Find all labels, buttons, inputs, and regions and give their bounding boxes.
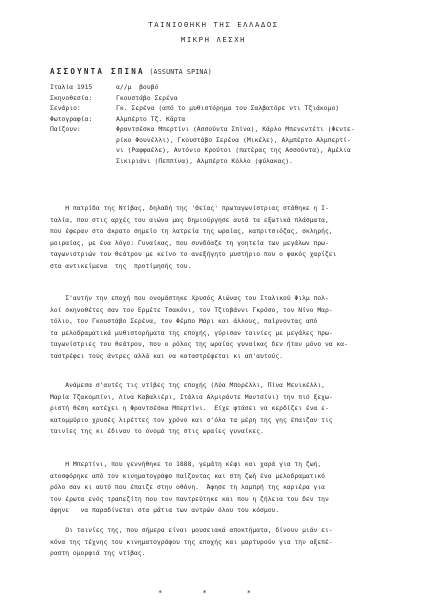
credit-label: Σκηνοθεσία:: [50, 93, 93, 102]
text-line: στα αντικείμενα της προτίμησής του.: [50, 262, 192, 270]
credit-label: Φωτογραφία:: [50, 114, 93, 123]
film-title: ΑΣΣΟΥΝΤΑ ΣΠΙΝΑ: [50, 67, 145, 76]
credit-row: [50, 156, 427, 167]
credit-row: [50, 114, 427, 125]
country-year: Ιταλία 1915: [50, 83, 93, 91]
credits-block: [50, 82, 427, 166]
archive-name: ΤΑΙΝΙΟΘΗΚΗ ΤΗΣ ΕΛΛΑΔΟΣ: [148, 20, 279, 29]
credit-row: [50, 103, 427, 114]
credit-value: ρίκο Φουνέλλι), Γκουστάβο Σερένα (Μικέλε), Αλμπέρτο Αλμπερτί-: [116, 135, 351, 144]
text-line: λοί σκηνοθέτες σαν τον Ερμέτε Τσακόνι, τον Τζιοβάννι Γκρόσο, τον Νίνο Μαρ-: [50, 306, 333, 314]
credit-value: Γκουστάβο Σερένα: [116, 93, 178, 102]
credit-value: Γκ. Σερένα (από το μυθιστόρημα του Σαλβατόρε ντι Τζιάκομο): [116, 104, 340, 112]
text-line: άφηνε να παραδίνεται στα μάτια των αντρών όλου του κόσμου.: [50, 507, 280, 515]
credit-label: [50, 135, 116, 146]
credit-label: Παίζουν:: [50, 125, 81, 133]
paragraph: [50, 293, 380, 363]
text-line: ριστή θέση κατέχει η Φραντσέσκα Μπερτίνι. Είχε φτάσει να κερδίζει ένα ε-: [50, 405, 329, 413]
club-name: ΜΙΚΡΗ ΛΕΣΧΗ: [180, 35, 247, 44]
credit-value: Αλμπέρτο Τζ. Κάρτα: [116, 114, 186, 123]
text-line: κόνα της τέχνης του κινηματογράφου της εποχής και μαρτυρούν για την αξεπέ-: [50, 538, 333, 546]
text-line: τόλιο, τον Γκουστάβο Σερένα, τον Φέμπο Μάρι και άλλους, παίρνοντας από: [50, 318, 318, 326]
text-line: ταλία, που στις αρχές του αιώνα μας δημιούργησε αυτά τα εξωτικά πλάσματα,: [50, 216, 329, 224]
text-line: ατοσφόρηκε από τον κινηματογράφο παίζοντας και στη ζωή ένα μελοδραματικό: [50, 472, 325, 480]
paragraph: [50, 525, 380, 560]
credit-rows: [50, 93, 427, 167]
text-line: ταγωνιστριών του θεάτρου με κείνο το ανεξήγητο μυστήριο που ο φακός χαρίζει: [50, 251, 337, 259]
text-line: ρόλο σαν κι αυτό που έπαιζε στην οθόνη. Άφησε τη λαμπρή της καριέρα για: [50, 484, 325, 492]
text-line: τα μελοδραματικά μυθιστορήματα της εποχής, γύρισαν ταινίες με μεγάλες πρω-: [50, 329, 333, 337]
credit-value: Φραντσέσκα Μπερτίνι (Ασσούντα Σπίνα), Κάρλο Μπενεντέτι (Φεντε-: [116, 125, 355, 133]
production-row: [50, 82, 427, 93]
credit-row: [50, 124, 427, 135]
text-line: ραστη ομορφιά της ντίβας.: [50, 550, 146, 558]
text-line: Ανάμεσα σ'αυτές τις ντίβες της εποχής (Λύα Μπορέλλι, Πίνα Μενικέλλι,: [50, 382, 325, 389]
film-original-title: (ASSUNTA SPINA): [149, 68, 212, 76]
text-line: ταστρέφει τους άντρες αλλά και να καταστρέφεται κι απ'αυτούς.: [50, 352, 283, 360]
text-line: ταινίες της κι έδιναν το όνομά της στις ωραίες γυναίκες.: [50, 428, 264, 436]
credit-row: [50, 135, 427, 146]
text-line: Η πατρίδα της Ντίβας, δηλαδή της 'Θεϊας' πρωταγωνίστριας στάθηκε η Ι-: [50, 205, 329, 212]
text-line: κατομμύριο χρυσές λιρέττες τον χρόνο και σ'όλα τα μέρη της γης έπαιζαν τις: [50, 416, 333, 424]
credit-value: Σικιριάνι (Πεππίνα), Αλμπέρτο Κόλλο (φύλακας).: [116, 156, 293, 165]
paragraph: [50, 203, 380, 273]
text-line: τον έρωτα ενός τραπεζίτη που τον παντρεύτηκε και που η ζήλεια του δεν την: [50, 495, 329, 503]
text-line: Η Μπερτίνι, που γεννήθηκε το 1888, γεμάτη κέφι και χαρά για τη ζωή,: [50, 461, 322, 468]
paragraph: [50, 459, 380, 517]
text-line: που έφεραν στο άκρατο σημείο τη λατρεία της ωραίας, καπριτσιόζας, σκληρής,: [50, 228, 333, 236]
credit-row: [50, 93, 427, 104]
film-title-line: [50, 67, 212, 76]
credit-label: [50, 145, 116, 156]
paragraph: [50, 380, 380, 438]
text-line: Μαρία Τζακομπίνι, Λίνα Καβαλιέρι, Ιτάλια Αλμιράντε Μαντσίνι) την πιό ξεχω-: [50, 393, 333, 401]
credit-label: Σενάριο:: [50, 104, 81, 112]
credit-value: νι (Ραφφαέλε), Αντόνιο Κρούτοι (πατέρας της Ασσούντα), Αμέλια: [116, 146, 351, 154]
film-format: α//μ βουβό: [116, 83, 159, 91]
text-line: Σ'αυτήν την εποχή που ονομάστηκε Χρυσός Αιώνας του Ιταλικού Φιλμ πολ-: [50, 295, 329, 302]
text-line: μοιραίας, με ένα λόγο: Γυναίκας, που συνδόαζε τη γοητεία των μεγάλων πρω-: [50, 239, 329, 247]
credit-row: [50, 145, 427, 156]
footer-marks: * * *: [157, 589, 270, 597]
text-line: ταγωνίστριες του θεάτρου, που ο ρόλος της ωραίας γυναίκας δεν ήταν μόνο να κα-: [50, 341, 348, 349]
credit-label: [50, 156, 116, 167]
text-line: Οι ταινίες της, που σήμερα είναι μουσειακά αποκτήματα, δίνουν μιάν ει-: [50, 527, 333, 534]
